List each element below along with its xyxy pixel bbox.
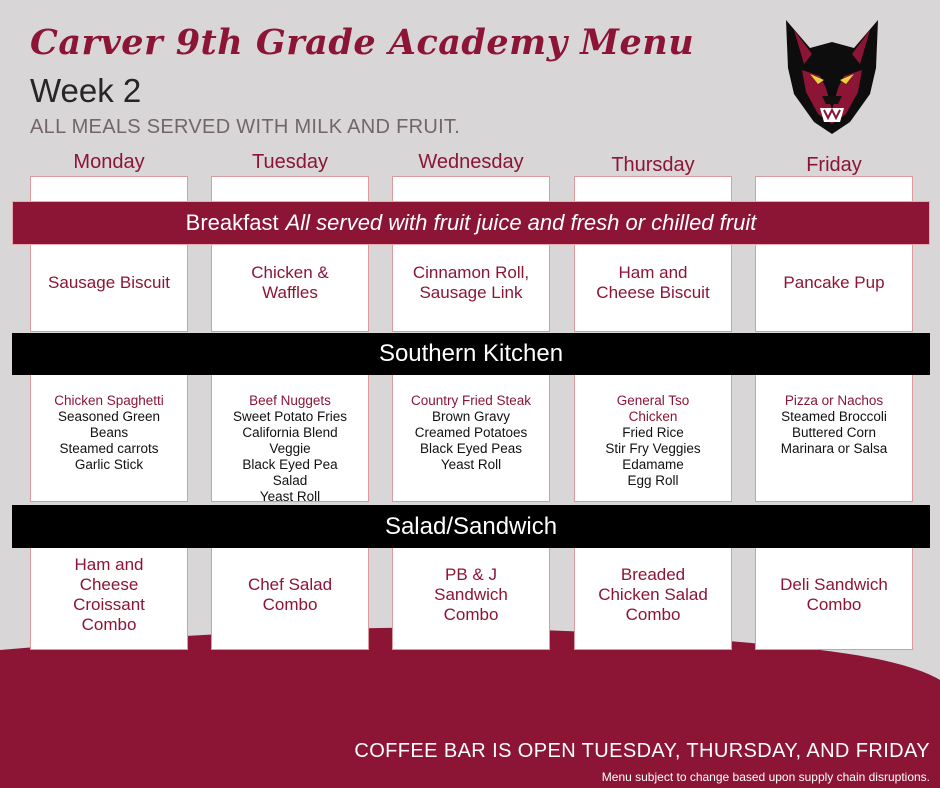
coffee-bar-note: COFFEE BAR IS OPEN TUESDAY, THURSDAY, AND FRIDAY	[354, 740, 930, 762]
day-wednesday: Wednesday	[418, 151, 524, 173]
day-monday: Monday	[73, 151, 145, 173]
salad-monday: Ham and Cheese Croissant Combo	[30, 540, 188, 650]
salad-thursday: Breaded Chicken Salad Combo	[574, 540, 732, 650]
breakfast-banner	[12, 201, 930, 245]
southern-kitchen-banner: Southern Kitchen	[12, 333, 930, 375]
breakfast-note: All served with fruit juice and fresh or chilled fruit	[285, 210, 757, 235]
breakfast-tuesday: Chicken & Waffles	[211, 176, 369, 332]
salad-sandwich-banner: Salad/Sandwich	[12, 505, 930, 548]
salad-wednesday: PB & J Sandwich Combo	[392, 540, 550, 650]
disclaimer: Menu subject to change based upon supply chain disruptions.	[601, 770, 930, 784]
salad-tuesday: Chef Salad Combo	[211, 540, 369, 650]
day-friday: Friday	[806, 154, 862, 176]
kitchen-tuesday: Beef Nuggets Sweet Potato Fries California Blend Veggie Black Eyed Pea Salad Yeast Roll	[211, 372, 369, 502]
wolf-mascot-icon	[780, 18, 884, 136]
kitchen-wednesday: Country Fried Steak Brown Gravy Creamed Potatoes Black Eyed Peas Yeast Roll	[392, 372, 550, 502]
day-thursday: Thursday	[611, 154, 695, 176]
breakfast-label: Breakfast	[185, 210, 279, 235]
day-tuesday: Tuesday	[252, 151, 328, 173]
meals-note: ALL MEALS SERVED WITH MILK AND FRUIT.	[30, 116, 461, 138]
kitchen-thursday: General Tso Chicken Fried Rice Stir Fry Veggies Edamame Egg Roll	[574, 372, 732, 502]
breakfast-thursday: Ham and Cheese Biscuit	[574, 176, 732, 332]
week-label: Week 2	[30, 72, 142, 109]
menu-title: Carver 9th Grade Academy Menu	[30, 22, 695, 63]
breakfast-friday: Pancake Pup	[755, 176, 913, 332]
breakfast-wednesday: Cinnamon Roll, Sausage Link	[392, 176, 550, 332]
kitchen-monday: Chicken Spaghetti Seasoned Green Beans Steamed carrots Garlic Stick	[30, 372, 188, 502]
salad-friday: Deli Sandwich Combo	[755, 540, 913, 650]
kitchen-friday: Pizza or Nachos Steamed Broccoli Buttered Corn Marinara or Salsa	[755, 372, 913, 502]
breakfast-monday: Sausage Biscuit	[30, 176, 188, 332]
